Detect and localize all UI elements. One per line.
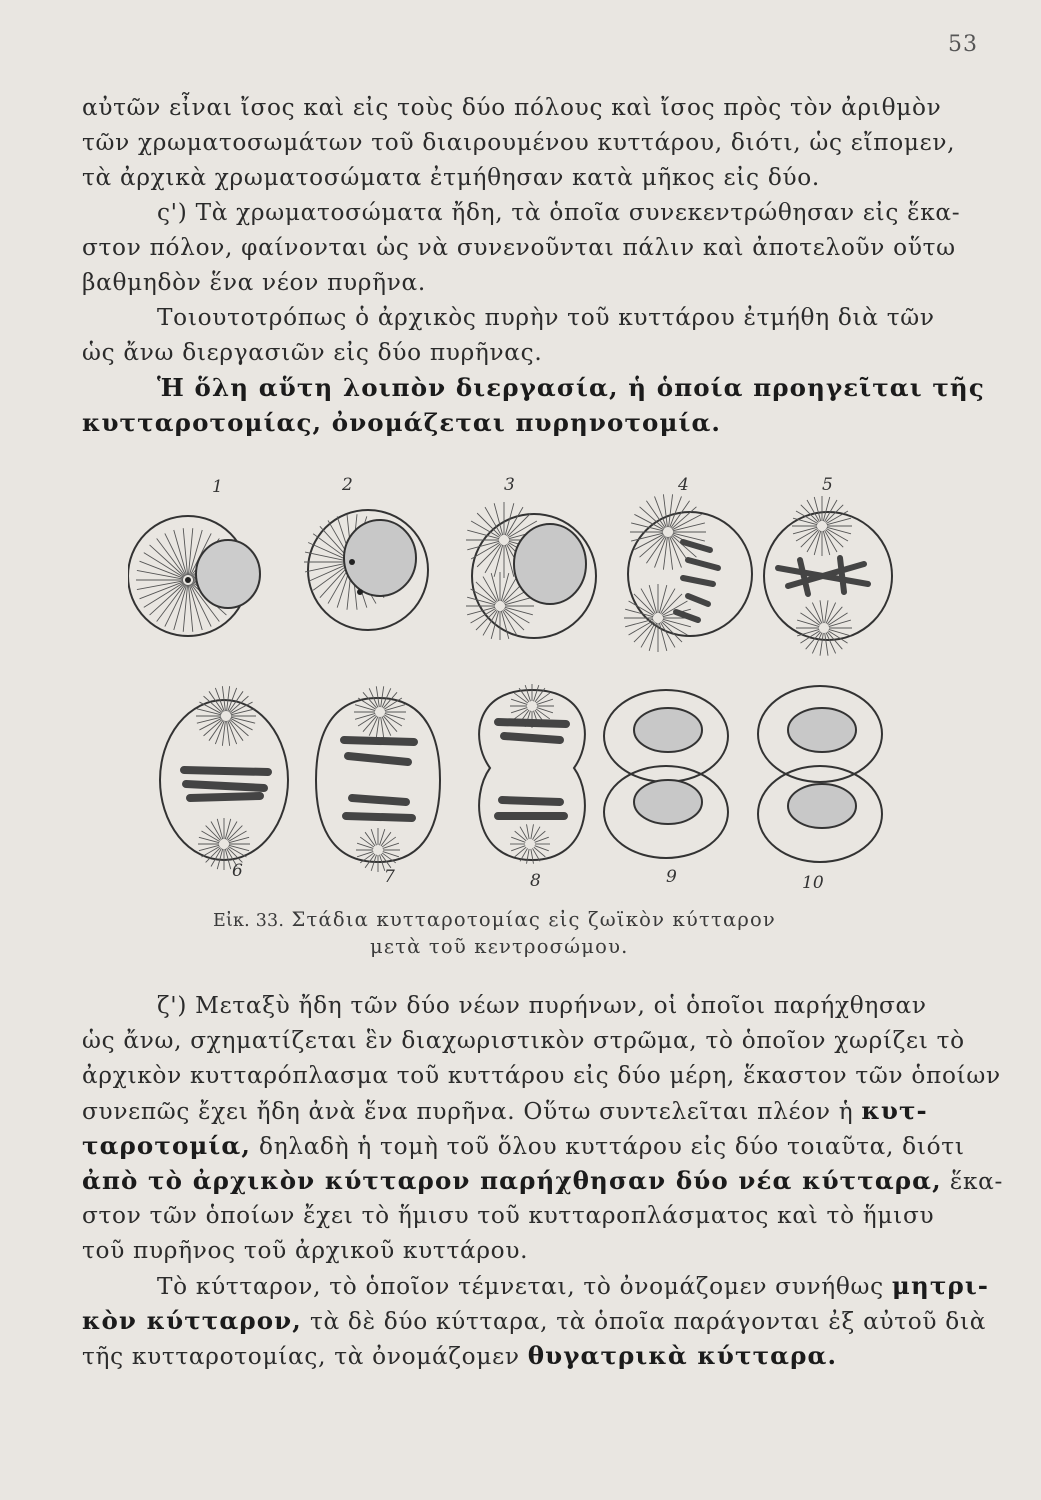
page-number: 53	[948, 32, 978, 57]
chromosomes-icon	[344, 740, 414, 818]
mitosis-figure	[128, 472, 928, 902]
aster-icon	[630, 494, 706, 569]
nucleus-icon	[344, 520, 416, 596]
cell-stage-3	[466, 502, 596, 640]
cell-stage-4	[624, 494, 752, 652]
aster-icon	[624, 584, 692, 652]
para2-line: στον πόλον, φαίνονται ὡς νὰ συνενοῦνται πάλιν καὶ ἀποτελοῦν οὕτω	[82, 234, 956, 261]
stage-label: 9	[666, 867, 677, 887]
figure-caption-line-2: μετὰ τοῦ κεντροσώμου.	[370, 935, 629, 958]
stage-label: 7	[384, 867, 395, 887]
para5-line: ἀρχικὸν κυτταρόπλασμα τοῦ κυττάρου εἰς δύο μέρη, ἕκαστον τῶν ὁποίων	[82, 1062, 1001, 1089]
cell-stage-7	[316, 686, 440, 872]
para5-line: τοῦ πυρῆνος τοῦ ἀρχικοῦ κυττάρου.	[82, 1237, 529, 1264]
para6-line: τῆς κυτταροτομίας, τὰ ὀνομάζομεν θυγατρικὰ κύτταρα.	[82, 1341, 838, 1370]
para2-line: βαθμηδὸν ἕνα νέον πυρῆνα.	[82, 269, 426, 296]
bold-term: κυτ-	[861, 1096, 928, 1125]
para4-line	[82, 405, 962, 440]
bold-phrase: ἀπὸ τὸ ἀρχικὸν κύτταρον παρήχθησαν δύο νέα κύτταρα,	[82, 1166, 942, 1195]
nucleus-icon	[514, 524, 586, 604]
para6-line: Τὸ κύτταρον, τὸ ὁποῖον τέμνεται, τὸ ὀνομάζομεν συνήθως μητρι-	[157, 1271, 990, 1300]
figure-label: Εἰκ. 33.	[213, 911, 285, 931]
para1-line: αὐτῶν εἶναι ἴσος καὶ εἰς τοὺς δύο πόλους καὶ ἴσος πρὸς τὸν ἀριθμὸν	[82, 94, 942, 121]
stage-label: 10	[802, 873, 824, 893]
bold-phrase: κυτταροτομίας, ὀνομάζεται πυρηνοτομία.	[82, 408, 722, 437]
caption-line-1: Στάδια κυτταροτομίας εἰς ζωϊκὸν κύτταρον	[291, 908, 776, 931]
cell-stage-2	[304, 510, 428, 630]
stage-label: 3	[504, 475, 515, 495]
bold-term: κὸν κύτταρον,	[82, 1306, 302, 1335]
nucleus-icon	[788, 708, 856, 752]
chromosomes-icon	[498, 722, 566, 816]
aster-icon	[796, 600, 852, 655]
cell-stage-1	[128, 516, 260, 636]
stage-label: 8	[530, 871, 541, 891]
cell-stage-9	[604, 690, 728, 858]
para1-line: τὰ ἀρχικὰ χρωματοσώματα ἐτμήθησαν κατὰ μῆκος εἰς δύο.	[82, 164, 821, 191]
top-paragraphs	[82, 90, 985, 440]
nucleus-icon	[196, 540, 260, 608]
bold-term: ταροτομία,	[82, 1131, 251, 1160]
aster-icon	[792, 496, 852, 556]
para3-line: ὡς ἄνω διεργασιῶν εἰς δύο πυρῆνας.	[82, 339, 543, 366]
aster-icon	[196, 686, 256, 746]
aster-icon	[354, 686, 406, 737]
nucleus-icon	[634, 708, 702, 752]
aster-icon	[356, 828, 400, 872]
cell-stage-8	[479, 684, 585, 864]
stage-label: 2	[342, 475, 353, 495]
cell-stage-10	[758, 686, 882, 862]
bottom-paragraphs	[82, 988, 1004, 1373]
para5-line: ζ') Μεταξὺ ἤδη τῶν δύο νέων πυρήνων, οἱ ὁποῖοι παρήχθησαν	[157, 992, 927, 1019]
para5-line: ἀπὸ τὸ ἀρχικὸν κύτταρον παρήχθησαν δύο νέα κύτταρα, ἕκα-	[82, 1166, 1004, 1195]
para2-line: ς') Τὰ χρωματοσώματα ἤδη, τὰ ὁποῖα συνεκεντρώθησαν εἰς ἕκα-	[157, 199, 961, 226]
stage-label: 4	[678, 475, 689, 495]
para6-line: κὸν κύτταρον, τὰ δὲ δύο κύτταρα, τὰ ὁποῖα παράγονται ἐξ αὐτοῦ διὰ	[82, 1306, 987, 1335]
para1-line: τῶν χρωματοσωμάτων τοῦ διαιρουμένου κυττάρου, διότι, ὡς εἴπομεν,	[82, 129, 956, 156]
para5-line: συνεπῶς ἔχει ἤδη ἀνὰ ἕνα πυρῆνα. Οὕτω συντελεῖται πλέον ἡ κυτ-	[82, 1096, 928, 1125]
para4-line: Ἡ ὅλη αὕτη λοιπὸν διεργασία, ἡ ὁποία προηγεῖται τῆς	[157, 373, 985, 402]
para5-line: στον τῶν ὁποίων ἔχει τὸ ἥμισυ τοῦ κυτταροπλάσματος καὶ τὸ ἥμισυ	[82, 1202, 935, 1229]
stage-label: 6	[232, 861, 243, 881]
cell-stage-6	[160, 686, 288, 870]
stage-label: 1	[212, 477, 223, 497]
bold-term: θυγατρικὰ κύτταρα.	[527, 1341, 838, 1370]
para5-line: ταροτομία, δηλαδὴ ἡ τομὴ τοῦ ὅλου κυττάρου εἰς δύο τοιαῦτα, διότι	[82, 1131, 965, 1160]
stage-label: 5	[822, 475, 833, 495]
figure-caption	[213, 908, 776, 931]
para3-line: Τοιουτοτρόπως ὁ ἀρχικὸς πυρὴν τοῦ κυττάρου ἐτμήθη διὰ τῶν	[157, 304, 935, 331]
cell-stage-5	[764, 496, 892, 656]
bold-phrase: Ἡ ὅλη αὕτη λοιπὸν διεργασία,	[157, 373, 619, 402]
chromosomes-icon	[778, 558, 868, 594]
nucleus-icon	[634, 780, 702, 824]
nucleus-icon	[788, 784, 856, 828]
chromosomes-icon	[184, 770, 268, 798]
para5-line: ὡς ἄνω, σχηματίζεται ἓν διαχωριστικὸν στρῶμα, τὸ ὁποῖον χωρίζει τὸ	[82, 1027, 965, 1054]
chromosomes-icon	[676, 542, 718, 620]
bold-term: μητρι-	[891, 1271, 990, 1300]
